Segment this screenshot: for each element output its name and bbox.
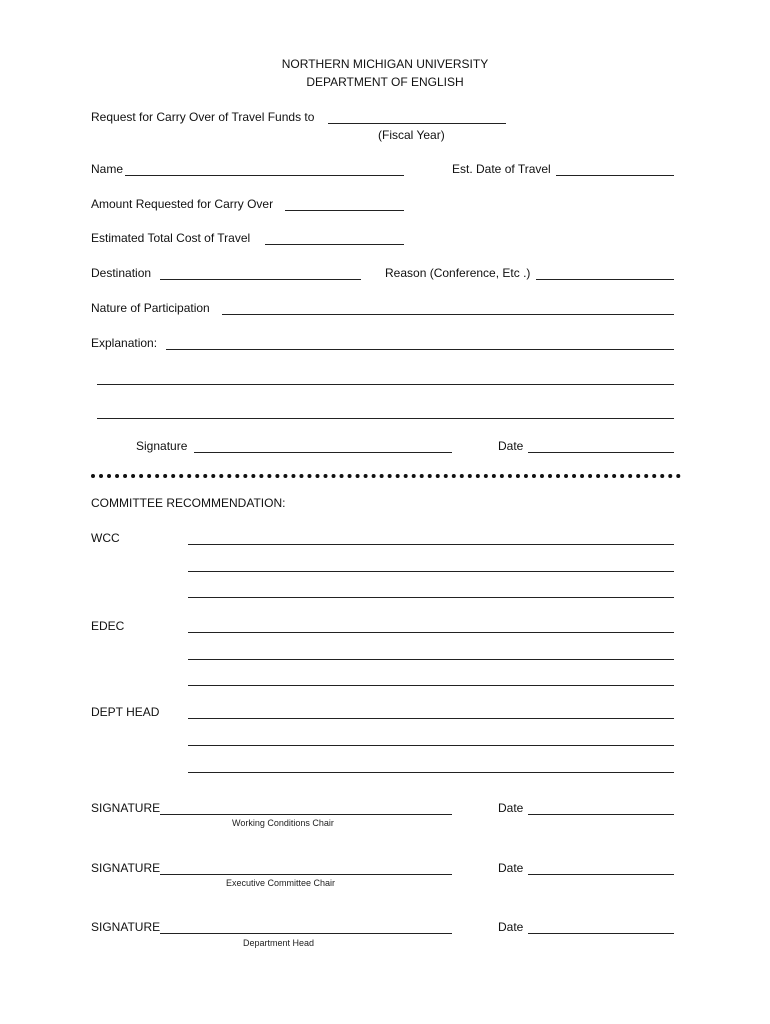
sig-role-1: Working Conditions Chair (232, 818, 334, 828)
fiscal-year-field[interactable] (328, 123, 506, 124)
reason-label: Reason (Conference, Etc .) (385, 266, 531, 280)
sig-field-1[interactable] (160, 814, 452, 815)
sig-date-field-1[interactable] (528, 814, 674, 815)
edec-line-2[interactable] (188, 659, 674, 660)
edec-line-1[interactable] (188, 632, 674, 633)
name-field[interactable] (125, 175, 404, 176)
sig-date-field-2[interactable] (528, 874, 674, 875)
explanation-label: Explanation: (91, 336, 158, 350)
wcc-line-2[interactable] (188, 571, 674, 572)
amount-requested-label: Amount Requested for Carry Over (91, 197, 274, 211)
date-field[interactable] (528, 452, 674, 453)
signature-field[interactable] (194, 452, 452, 453)
amount-requested-field[interactable] (285, 210, 404, 211)
sig-date-label-1: Date (498, 801, 524, 815)
estimated-total-cost-label: Estimated Total Cost of Travel (91, 231, 251, 245)
sig-field-3[interactable] (160, 933, 452, 934)
sig-role-2: Executive Committee Chair (226, 878, 336, 888)
sig-label-1: SIGNATURE (91, 801, 161, 815)
dotted-separator (91, 474, 681, 478)
edec-label: EDEC (91, 619, 125, 633)
date-label: Date (498, 439, 524, 453)
wcc-label: WCC (91, 531, 120, 545)
dept-head-line-3[interactable] (188, 772, 674, 773)
name-label: Name (91, 162, 124, 176)
dept-head-label: DEPT HEAD (91, 705, 160, 719)
estimated-total-cost-field[interactable] (265, 244, 404, 245)
request-label: Request for Carry Over of Travel Funds to (91, 110, 315, 124)
signature-label: Signature (136, 439, 188, 453)
sig-label-2: SIGNATURE (91, 861, 161, 875)
nature-participation-label: Nature of Participation (91, 301, 210, 315)
sig-date-label-2: Date (498, 861, 524, 875)
committee-heading: COMMITTEE RECOMMENDATION: (91, 496, 286, 510)
reason-field[interactable] (536, 279, 674, 280)
sig-date-label-3: Date (498, 920, 524, 934)
dept-head-line-1[interactable] (188, 718, 674, 719)
est-date-travel-field[interactable] (556, 175, 674, 176)
est-date-travel-label: Est. Date of Travel (452, 162, 551, 176)
explanation-field-line-1[interactable] (166, 349, 674, 350)
university-title: NORTHERN MICHIGAN UNIVERSITY (281, 57, 489, 71)
edec-line-3[interactable] (188, 685, 674, 686)
sig-role-3: Department Head (243, 938, 315, 948)
dept-head-line-2[interactable] (188, 745, 674, 746)
sig-label-3: SIGNATURE (91, 920, 161, 934)
wcc-line-3[interactable] (188, 597, 674, 598)
destination-field[interactable] (160, 279, 361, 280)
fiscal-year-note: (Fiscal Year) (378, 128, 445, 142)
department-title: DEPARTMENT OF ENGLISH (306, 75, 464, 89)
nature-participation-field[interactable] (222, 314, 674, 315)
wcc-line-1[interactable] (188, 544, 674, 545)
explanation-field-line-3[interactable] (97, 418, 674, 419)
explanation-field-line-2[interactable] (97, 384, 674, 385)
destination-label: Destination (91, 266, 152, 280)
sig-date-field-3[interactable] (528, 933, 674, 934)
sig-field-2[interactable] (160, 874, 452, 875)
